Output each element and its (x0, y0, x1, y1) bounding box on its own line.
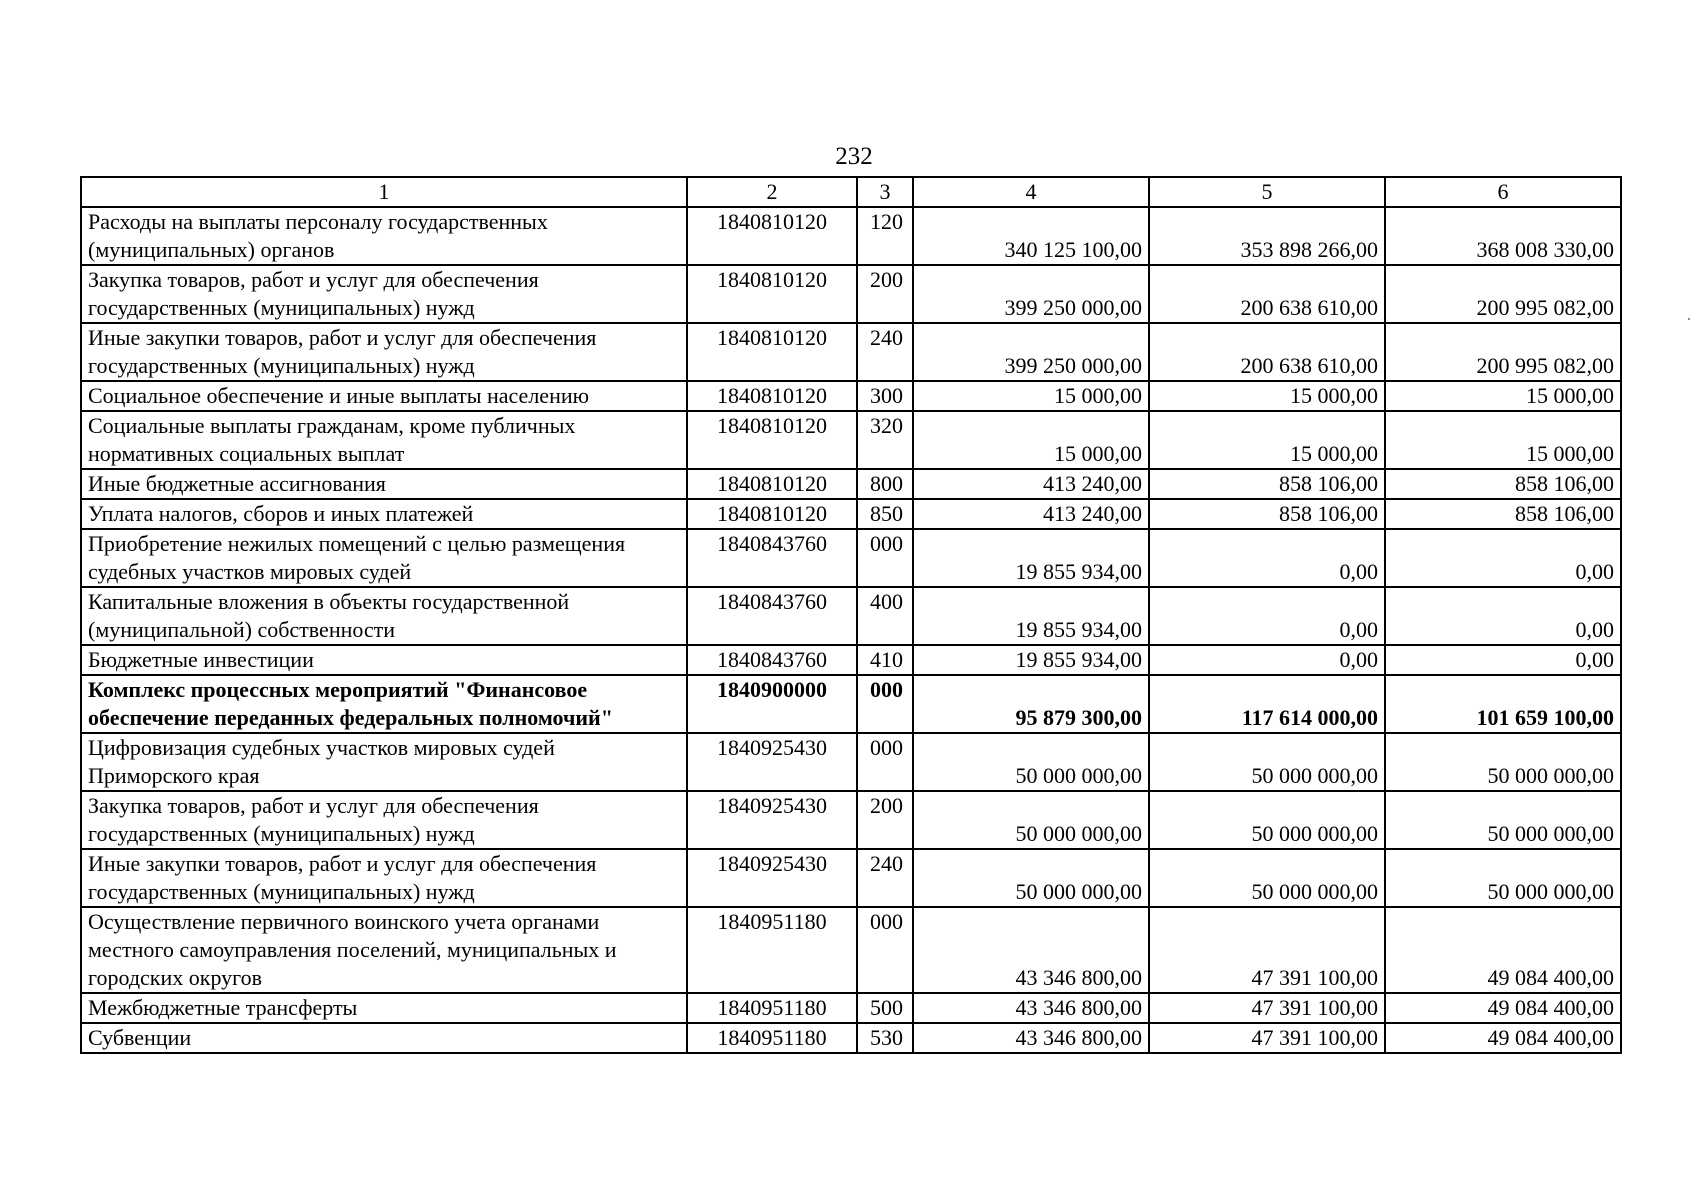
column-header-6: 6 (1385, 177, 1621, 207)
cell-target-code: 1840810120 (687, 207, 857, 265)
cell-expense-type: 300 (857, 381, 913, 411)
cell-amount-col4: 95 879 300,00 (913, 675, 1149, 733)
cell-amount-col4: 50 000 000,00 (913, 849, 1149, 907)
cell-target-code: 1840951180 (687, 1023, 857, 1053)
cell-amount-col6: 49 084 400,00 (1385, 1023, 1621, 1053)
cell-amount-col6: 15 000,00 (1385, 411, 1621, 469)
cell-target-code: 1840843760 (687, 645, 857, 675)
cell-target-code: 1840951180 (687, 907, 857, 993)
cell-target-code: 1840810120 (687, 469, 857, 499)
cell-expense-type: 400 (857, 587, 913, 645)
cell-amount-col6: 15 000,00 (1385, 381, 1621, 411)
column-header-4: 4 (913, 177, 1149, 207)
cell-amount-col4: 15 000,00 (913, 411, 1149, 469)
table-row (81, 207, 1621, 265)
table-row (81, 323, 1621, 381)
cell-expense-type: 000 (857, 907, 913, 993)
cell-amount-col4: 15 000,00 (913, 381, 1149, 411)
cell-amount-col5: 15 000,00 (1149, 381, 1385, 411)
cell-amount-col5: 0,00 (1149, 587, 1385, 645)
cell-target-code: 1840810120 (687, 499, 857, 529)
table-row (81, 529, 1621, 587)
table-row (81, 1023, 1621, 1053)
cell-expense-type: 800 (857, 469, 913, 499)
cell-name: Иные закупки товаров, работ и услуг для обеспечения государственных (муниципальных) нужд (81, 849, 687, 907)
cell-expense-type: 120 (857, 207, 913, 265)
cell-amount-col5: 47 391 100,00 (1149, 1023, 1385, 1053)
cell-expense-type: 850 (857, 499, 913, 529)
cell-target-code: 1840900000 (687, 675, 857, 733)
cell-expense-type: 000 (857, 529, 913, 587)
cell-amount-col5: 50 000 000,00 (1149, 849, 1385, 907)
cell-name: Социальные выплаты гражданам, кроме публичных нормативных социальных выплат (81, 411, 687, 469)
cell-amount-col5: 858 106,00 (1149, 499, 1385, 529)
cell-amount-col5: 117 614 000,00 (1149, 675, 1385, 733)
cell-name: Иные бюджетные ассигнования (81, 469, 687, 499)
cell-expense-type: 530 (857, 1023, 913, 1053)
cell-expense-type: 000 (857, 733, 913, 791)
cell-amount-col4: 19 855 934,00 (913, 529, 1149, 587)
cell-expense-type: 200 (857, 791, 913, 849)
cell-amount-col6: 858 106,00 (1385, 469, 1621, 499)
cell-expense-type: 000 (857, 675, 913, 733)
cell-target-code: 1840925430 (687, 733, 857, 791)
cell-expense-type: 320 (857, 411, 913, 469)
cell-target-code: 1840951180 (687, 993, 857, 1023)
cell-expense-type: 410 (857, 645, 913, 675)
cell-amount-col6: 0,00 (1385, 529, 1621, 587)
column-header-5: 5 (1149, 177, 1385, 207)
cell-amount-col6: 49 084 400,00 (1385, 993, 1621, 1023)
cell-name: Социальное обеспечение и иные выплаты населению (81, 381, 687, 411)
cell-amount-col4: 399 250 000,00 (913, 323, 1149, 381)
cell-amount-col4: 43 346 800,00 (913, 907, 1149, 993)
table-row (81, 733, 1621, 791)
table-row (81, 675, 1621, 733)
cell-name: Расходы на выплаты персоналу государственных (муниципальных) органов (81, 207, 687, 265)
cell-target-code: 1840925430 (687, 849, 857, 907)
cell-amount-col5: 47 391 100,00 (1149, 993, 1385, 1023)
column-header-3: 3 (857, 177, 913, 207)
cell-name: Уплата налогов, сборов и иных платежей (81, 499, 687, 529)
table-row (81, 469, 1621, 499)
cell-amount-col4: 19 855 934,00 (913, 587, 1149, 645)
table-row (81, 265, 1621, 323)
scan-speck (1688, 318, 1690, 320)
cell-name: Цифровизация судебных участков мировых судей Приморского края (81, 733, 687, 791)
cell-name: Осуществление первичного воинского учета органами местного самоуправления поселений, муниципальных и городских округов (81, 907, 687, 993)
cell-target-code: 1840843760 (687, 529, 857, 587)
cell-expense-type: 200 (857, 265, 913, 323)
cell-amount-col5: 50 000 000,00 (1149, 733, 1385, 791)
cell-name: Закупка товаров, работ и услуг для обеспечения государственных (муниципальных) нужд (81, 265, 687, 323)
cell-amount-col6: 858 106,00 (1385, 499, 1621, 529)
table-row (81, 645, 1621, 675)
cell-amount-col6: 0,00 (1385, 587, 1621, 645)
table-row (81, 411, 1621, 469)
cell-amount-col6: 0,00 (1385, 645, 1621, 675)
cell-amount-col6: 200 995 082,00 (1385, 265, 1621, 323)
cell-amount-col5: 0,00 (1149, 645, 1385, 675)
table-row (81, 849, 1621, 907)
cell-amount-col5: 200 638 610,00 (1149, 265, 1385, 323)
cell-name: Субвенции (81, 1023, 687, 1053)
cell-amount-col4: 43 346 800,00 (913, 1023, 1149, 1053)
column-header-1: 1 (81, 177, 687, 207)
cell-name: Бюджетные инвестиции (81, 645, 687, 675)
cell-amount-col4: 413 240,00 (913, 469, 1149, 499)
budget-table (80, 176, 1622, 1054)
cell-amount-col5: 50 000 000,00 (1149, 791, 1385, 849)
table-body (81, 207, 1621, 1053)
cell-target-code: 1840810120 (687, 265, 857, 323)
table-row (81, 993, 1621, 1023)
cell-amount-col5: 353 898 266,00 (1149, 207, 1385, 265)
cell-amount-col4: 413 240,00 (913, 499, 1149, 529)
cell-expense-type: 500 (857, 993, 913, 1023)
cell-name: Приобретение нежилых помещений с целью размещения судебных участков мировых судей (81, 529, 687, 587)
cell-amount-col6: 50 000 000,00 (1385, 849, 1621, 907)
table-row (81, 791, 1621, 849)
cell-amount-col6: 200 995 082,00 (1385, 323, 1621, 381)
cell-amount-col6: 368 008 330,00 (1385, 207, 1621, 265)
table-row (81, 499, 1621, 529)
cell-amount-col4: 43 346 800,00 (913, 993, 1149, 1023)
cell-amount-col5: 15 000,00 (1149, 411, 1385, 469)
cell-amount-col5: 858 106,00 (1149, 469, 1385, 499)
cell-target-code: 1840810120 (687, 381, 857, 411)
cell-amount-col4: 19 855 934,00 (913, 645, 1149, 675)
cell-expense-type: 240 (857, 849, 913, 907)
cell-amount-col5: 200 638 610,00 (1149, 323, 1385, 381)
table-row (81, 381, 1621, 411)
cell-target-code: 1840810120 (687, 411, 857, 469)
cell-target-code: 1840843760 (687, 587, 857, 645)
table-row (81, 907, 1621, 993)
cell-amount-col6: 50 000 000,00 (1385, 733, 1621, 791)
page-number: 232 (835, 143, 873, 170)
table-header (81, 177, 1621, 207)
cell-amount-col6: 101 659 100,00 (1385, 675, 1621, 733)
header-row (81, 177, 1621, 207)
column-header-2: 2 (687, 177, 857, 207)
cell-amount-col4: 50 000 000,00 (913, 791, 1149, 849)
cell-expense-type: 240 (857, 323, 913, 381)
cell-amount-col5: 0,00 (1149, 529, 1385, 587)
cell-amount-col5: 47 391 100,00 (1149, 907, 1385, 993)
cell-name: Межбюджетные трансферты (81, 993, 687, 1023)
cell-name: Капитальные вложения в объекты государственной (муниципальной) собственности (81, 587, 687, 645)
cell-name: Комплекс процессных мероприятий "Финансовое обеспечение переданных федеральных полномочий" (81, 675, 687, 733)
cell-amount-col4: 399 250 000,00 (913, 265, 1149, 323)
cell-amount-col4: 50 000 000,00 (913, 733, 1149, 791)
cell-name: Иные закупки товаров, работ и услуг для обеспечения государственных (муниципальных) нужд (81, 323, 687, 381)
cell-amount-col6: 50 000 000,00 (1385, 791, 1621, 849)
table-row (81, 587, 1621, 645)
cell-name: Закупка товаров, работ и услуг для обеспечения государственных (муниципальных) нужд (81, 791, 687, 849)
cell-amount-col4: 340 125 100,00 (913, 207, 1149, 265)
cell-target-code: 1840810120 (687, 323, 857, 381)
cell-amount-col6: 49 084 400,00 (1385, 907, 1621, 993)
cell-target-code: 1840925430 (687, 791, 857, 849)
